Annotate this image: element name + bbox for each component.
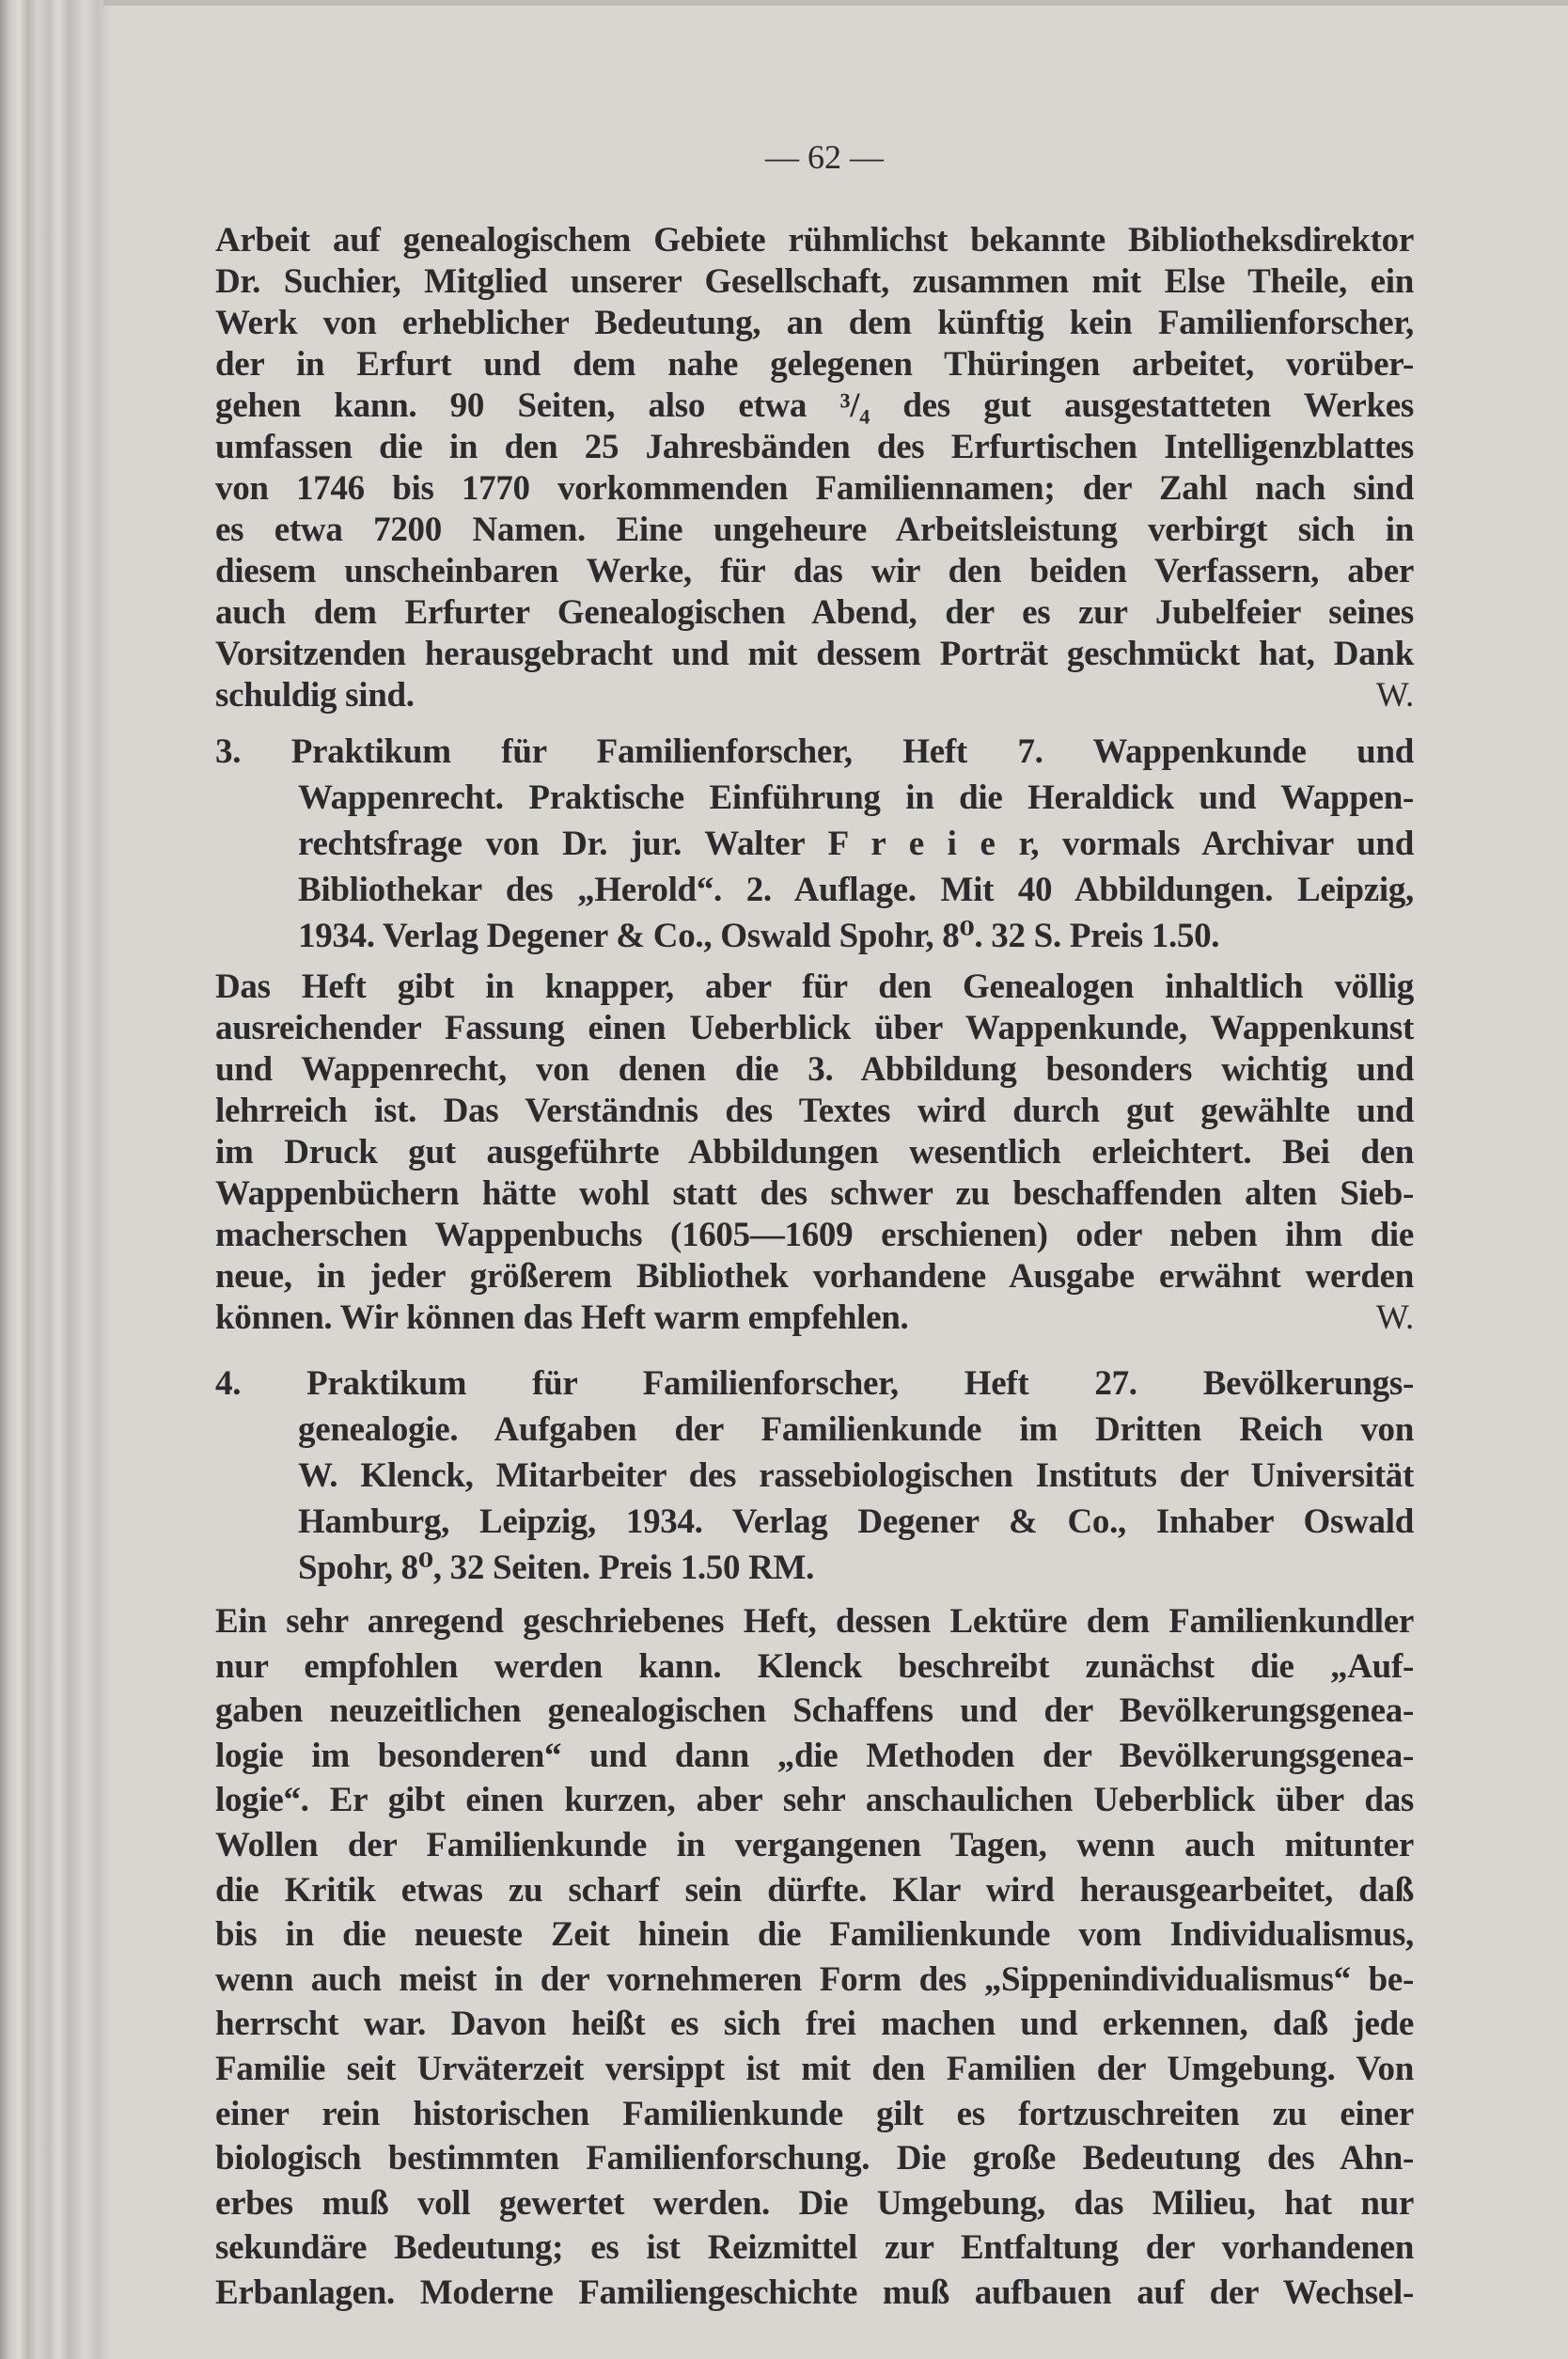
text-line xyxy=(215,867,1414,913)
text-line-content: gehen kann. 90 Seiten, also etwa ³/₄ des gut ausgestatteten Werkes xyxy=(215,386,1414,425)
text-line xyxy=(215,967,1414,1008)
text-line xyxy=(215,220,1414,261)
text-line-content: nur empfohlen werden kann. Klenck beschreibt zunächst die „Auf- xyxy=(215,1646,1414,1686)
text-line xyxy=(215,2225,1414,2271)
text-line xyxy=(215,551,1414,592)
text-line xyxy=(215,821,1414,867)
text-line xyxy=(215,1958,1414,2003)
text-line-content: umfassen die in den 25 Jahresbänden des Erfurtischen Intelligenzblattes xyxy=(215,428,1414,466)
page-top-edge xyxy=(103,0,1568,6)
text-line xyxy=(215,1545,1414,1591)
text-line-content: Werk von erheblicher Bedeutung, an dem künftig kein Familienforscher, xyxy=(215,304,1414,342)
text-line xyxy=(215,1778,1414,1823)
text-line-content: genealogie. Aufgaben der Familienkunde im Dritten Reich von xyxy=(298,1410,1414,1449)
text-line-content: schuldig sind. xyxy=(215,676,415,715)
text-line-content: der in Erfurt und dem nahe gelegenen Thüringen arbeitet, vorüber- xyxy=(215,345,1414,384)
text-line xyxy=(215,427,1414,468)
text-line xyxy=(215,1360,1414,1407)
text-line-content: Ein sehr anregend geschriebenes Heft, dessen Lektüre dem Familienkundler xyxy=(215,1602,1414,1641)
text-line xyxy=(215,261,1414,303)
text-line-content: Wollen der Familienkunde in vergangenen Tagen, wenn auch mitunter xyxy=(215,1825,1414,1864)
text-line-content: ausreichender Fassung einen Ueberblick über Wappenkunde, Wappenkunst xyxy=(215,1009,1414,1047)
reviewer-signature: W. xyxy=(1375,1298,1414,1337)
text-line-content: im Druck gut ausgeführte Abbildungen wesentlich erleichtert. Bei den xyxy=(215,1133,1414,1172)
text-line-content: 3. Praktikum für Familienforscher, Heft 7. Wappenkunde und xyxy=(215,732,1414,771)
text-line-content: Wappenbüchern hätte wohl statt des schwer zu beschaffenden alten Sieb- xyxy=(215,1174,1414,1213)
text-line-content: W. Klenck, Mitarbeiter des rassebiologischen Instituts der Universität xyxy=(298,1456,1414,1495)
text-line-content: neue, in jeder größerem Bibliothek vorhandene Ausgabe erwähnt werden xyxy=(215,1257,1414,1296)
text-line-content: erbes muß voll gewertet werden. Die Umgebung, das Milieu, hat nur xyxy=(215,2183,1414,2223)
text-line-content: Familie seit Urväterzeit versippt ist mit den Familien der Umgebung. Von xyxy=(215,2049,1414,2088)
text-line xyxy=(215,634,1414,675)
reviewer-signature: W. xyxy=(1375,676,1414,715)
text-line-content: Erbanlagen. Moderne Familiengeschichte muß aufbauen auf der Wechsel- xyxy=(215,2273,1414,2312)
text-line-content: herrscht war. Davon heißt es sich frei machen und erkennen, daß jede xyxy=(215,2005,1414,2044)
text-line-content: logie im besonderen“ und dann „die Methoden der Bevölkerungsgenea- xyxy=(215,1736,1414,1775)
text-line-content: macherschen Wappenbuchs (1605—1609 erschienen) oder neben ihm die xyxy=(215,1216,1414,1254)
text-line xyxy=(215,1297,1414,1339)
text-line xyxy=(215,2136,1414,2181)
text-line-content: 1934. Verlag Degener & Co., Oswald Spohr, 8⁰. 32 S. Preis 1.50. xyxy=(298,917,1220,955)
text-line xyxy=(215,1453,1414,1499)
text-line xyxy=(215,385,1414,427)
text-line-content: sekundäre Bedeutung; es ist Reizmittel zur Entfaltung der vorhandenen xyxy=(215,2228,1414,2268)
text-line xyxy=(215,2047,1414,2092)
text-line-content: rechtsfrage von Dr. jur. Walter F r e i e r, vormals Archivar und xyxy=(298,825,1414,863)
text-line xyxy=(215,1912,1414,1958)
text-line xyxy=(215,592,1414,634)
text-line xyxy=(215,344,1414,385)
text-line xyxy=(215,913,1414,959)
review-paragraph xyxy=(215,220,1414,716)
text-line-content: Vorsitzenden herausgebracht und mit dessem Porträt geschmückt hat, Dank xyxy=(215,635,1414,673)
text-line xyxy=(215,1644,1414,1690)
text-line xyxy=(215,1256,1414,1297)
text-line xyxy=(215,1132,1414,1173)
page-number: — 62 — xyxy=(765,138,884,176)
text-line-content: Das Heft gibt in knapper, aber für den Genealogen inhaltlich völlig xyxy=(215,967,1414,1006)
text-line xyxy=(215,1407,1414,1453)
text-line xyxy=(215,729,1414,775)
text-line-content: und Wappenrecht, von denen die 3. Abbildung besonders wichtig und xyxy=(215,1050,1414,1089)
text-line-content: einer rein historischen Familienkunde gilt es fortzuschreiten zu einer xyxy=(215,2094,1414,2133)
text-line-content: Hamburg, Leipzig, 1934. Verlag Degener & Co., Inhaber Oswald xyxy=(298,1502,1414,1541)
text-line xyxy=(215,2271,1414,2316)
text-line xyxy=(215,1049,1414,1091)
text-line-content: können. Wir können das Heft warm empfehlen. xyxy=(215,1298,909,1337)
text-line xyxy=(215,510,1414,551)
text-line-content: die Kritik etwas zu scharf sein dürfte. Klar wird herausgearbeitet, daß xyxy=(215,1870,1414,1910)
text-line-content: auch dem Erfurter Genealogischen Abend, der es zur Jubelfeier seines xyxy=(215,593,1414,632)
text-line-content: Dr. Suchier, Mitglied unserer Gesellschaft, zusammen mit Else Theile, ein xyxy=(215,262,1414,301)
text-line xyxy=(215,1499,1414,1545)
text-line xyxy=(215,2002,1414,2047)
book-page-edges xyxy=(0,0,111,2359)
text-line-content: 4. Praktikum für Familienforscher, Heft 27. Bevölkerungs- xyxy=(215,1364,1414,1403)
text-line-content: von 1746 bis 1770 vorkommenden Familiennamen; der Zahl nach sind xyxy=(215,469,1414,508)
text-line-content: diesem unscheinbaren Werke, für das wir den beiden Verfassern, aber xyxy=(215,552,1414,590)
text-line-content: gaben neuzeitlichen genealogischen Schaffens und der Bevölkerungsgenea- xyxy=(215,1691,1414,1731)
bibliography-entry xyxy=(215,729,1414,959)
text-line xyxy=(215,1823,1414,1868)
text-line xyxy=(215,468,1414,510)
text-line-content: Spohr, 8⁰, 32 Seiten. Preis 1.50 RM. xyxy=(298,1549,815,1587)
text-line xyxy=(215,303,1414,344)
text-line-content: bis in die neueste Zeit hinein die Familienkunde vom Individualismus, xyxy=(215,1915,1414,1955)
text-line xyxy=(215,1008,1414,1049)
text-line-content: lehrreich ist. Das Verständnis des Textes wird durch gut gewählte und xyxy=(215,1092,1414,1130)
review-paragraph xyxy=(215,1599,1414,2316)
text-line-content: es etwa 7200 Namen. Eine ungeheure Arbeitsleistung verbirgt sich in xyxy=(215,511,1414,549)
text-line xyxy=(215,675,1414,716)
text-line-content: wenn auch meist in der vornehmeren Form des „Sippenindividualismus“ be- xyxy=(215,1959,1414,1999)
text-line xyxy=(215,1599,1414,1644)
text-line xyxy=(215,2092,1414,2137)
text-line xyxy=(215,1868,1414,1913)
text-line-content: Bibliothekar des „Herold“. 2. Auflage. Mit 40 Abbildungen. Leipzig, xyxy=(298,871,1414,909)
text-line xyxy=(215,2181,1414,2226)
text-line xyxy=(215,1215,1414,1256)
text-line xyxy=(215,1091,1414,1132)
text-line xyxy=(215,775,1414,821)
text-line xyxy=(215,1689,1414,1734)
review-paragraph xyxy=(215,967,1414,1339)
text-line xyxy=(215,1734,1414,1779)
text-line xyxy=(215,1173,1414,1215)
text-line-content: biologisch bestimmten Familienforschung. Die große Bedeutung des Ahn- xyxy=(215,2139,1414,2178)
text-line-content: logie“. Er gibt einen kurzen, aber sehr anschaulichen Ueberblick über das xyxy=(215,1781,1414,1820)
text-line-content: Arbeit auf genealogischem Gebiete rühmlichst bekannte Bibliotheksdirektor xyxy=(215,221,1414,259)
text-line-content: Wappenrecht. Praktische Einführung in die Heraldick und Wappen- xyxy=(298,778,1414,817)
bibliography-entry xyxy=(215,1360,1414,1591)
